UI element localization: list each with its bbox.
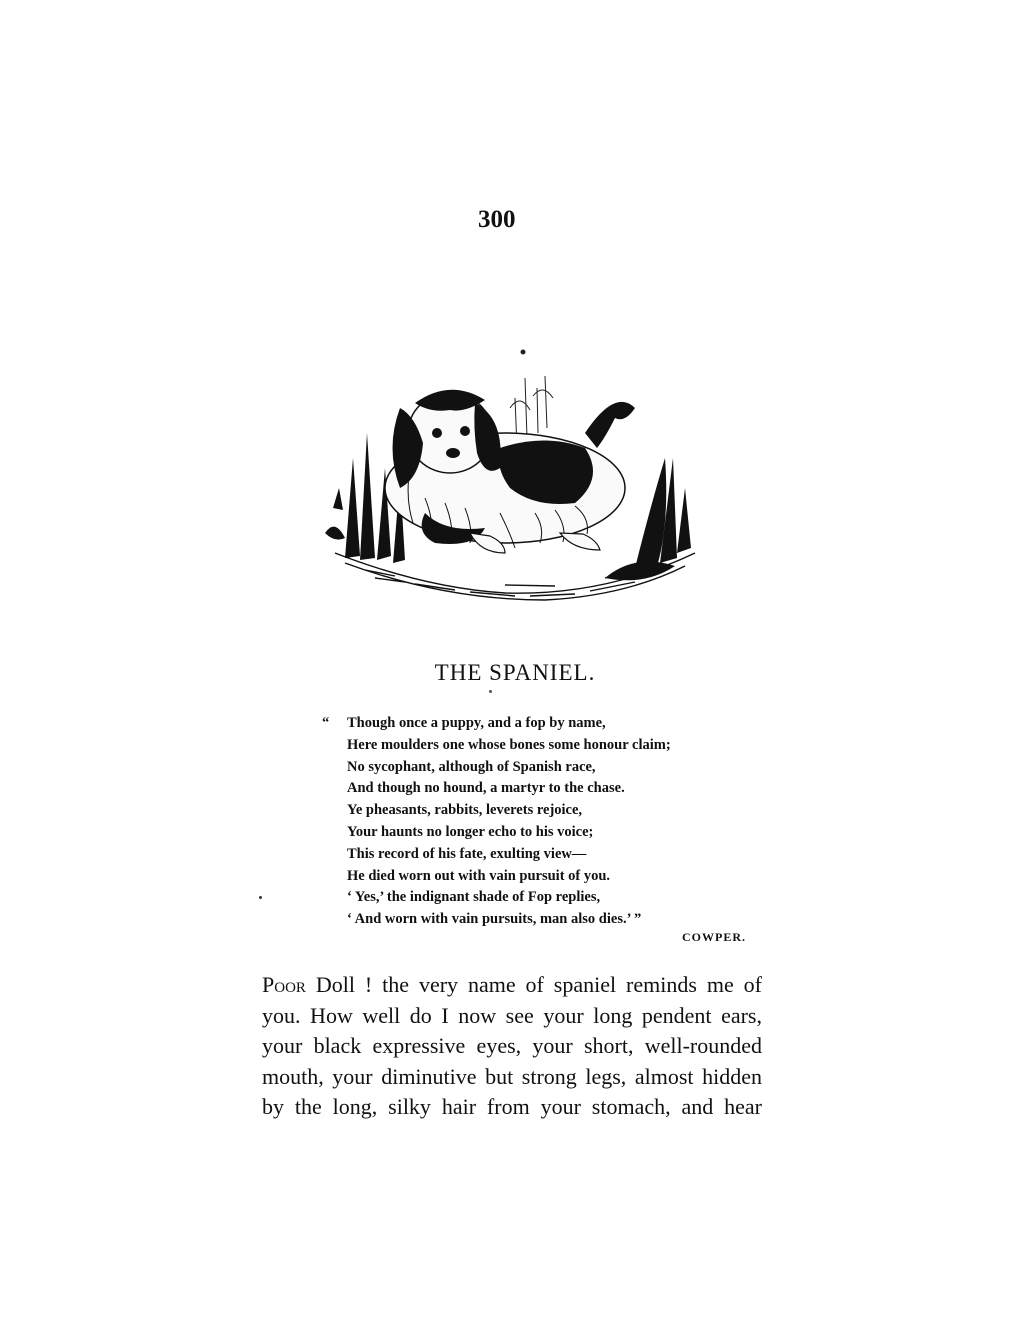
margin-mark [259, 896, 262, 899]
poem-line: He died worn out with vain pursuit of you. [347, 867, 611, 884]
poem-line [322, 713, 782, 735]
poem-line: And though no hound, a martyr to the chase. [347, 780, 625, 797]
title-ornament-dot [489, 690, 492, 693]
prose-line-text: Doll ! the very name of spaniel reminds me of [305, 972, 762, 997]
prose-line: you. How well do I now see your long pendent ears, [262, 1002, 762, 1028]
prose-line: your black expressive eyes, your short, well-rounded [262, 1033, 762, 1058]
page-number: 300 [478, 206, 516, 233]
poem-opening-quote: “ [322, 715, 330, 731]
poem-line: Your haunts no longer echo to his voice; [347, 823, 594, 840]
spaniel-illustration [305, 338, 705, 608]
poem-line: ‘ Yes,’ the indignant shade of Fop replies, [347, 889, 601, 906]
poem-line: ‘ And worn with vain pursuits, man also dies.’ ” [347, 911, 642, 928]
poem-line-text: Though once a puppy, and a fop by name, [347, 715, 606, 731]
poem-line: This record of his fate, exulting view— [347, 845, 587, 862]
dog-body [385, 390, 635, 553]
epigraph-poem [322, 713, 782, 931]
poem-line: Here moulders one whose bones some honour claim; [347, 736, 671, 753]
poem-attribution: COWPER. [682, 930, 746, 944]
prose-lead-word: Poor [262, 972, 306, 997]
section-title: THE SPANIEL. [434, 660, 596, 685]
poem-line: Ye pheasants, rabbits, leverets rejoice, [347, 802, 583, 819]
prose-line: by the long, silky hair from your stomach, and hear [262, 1094, 762, 1119]
prose-line [262, 970, 762, 1001]
poem-line: No sycophant, although of Spanish race, [347, 758, 596, 775]
body-text [262, 970, 762, 1123]
prose-line: mouth, your diminutive but strong legs, almost hidden [262, 1063, 762, 1089]
